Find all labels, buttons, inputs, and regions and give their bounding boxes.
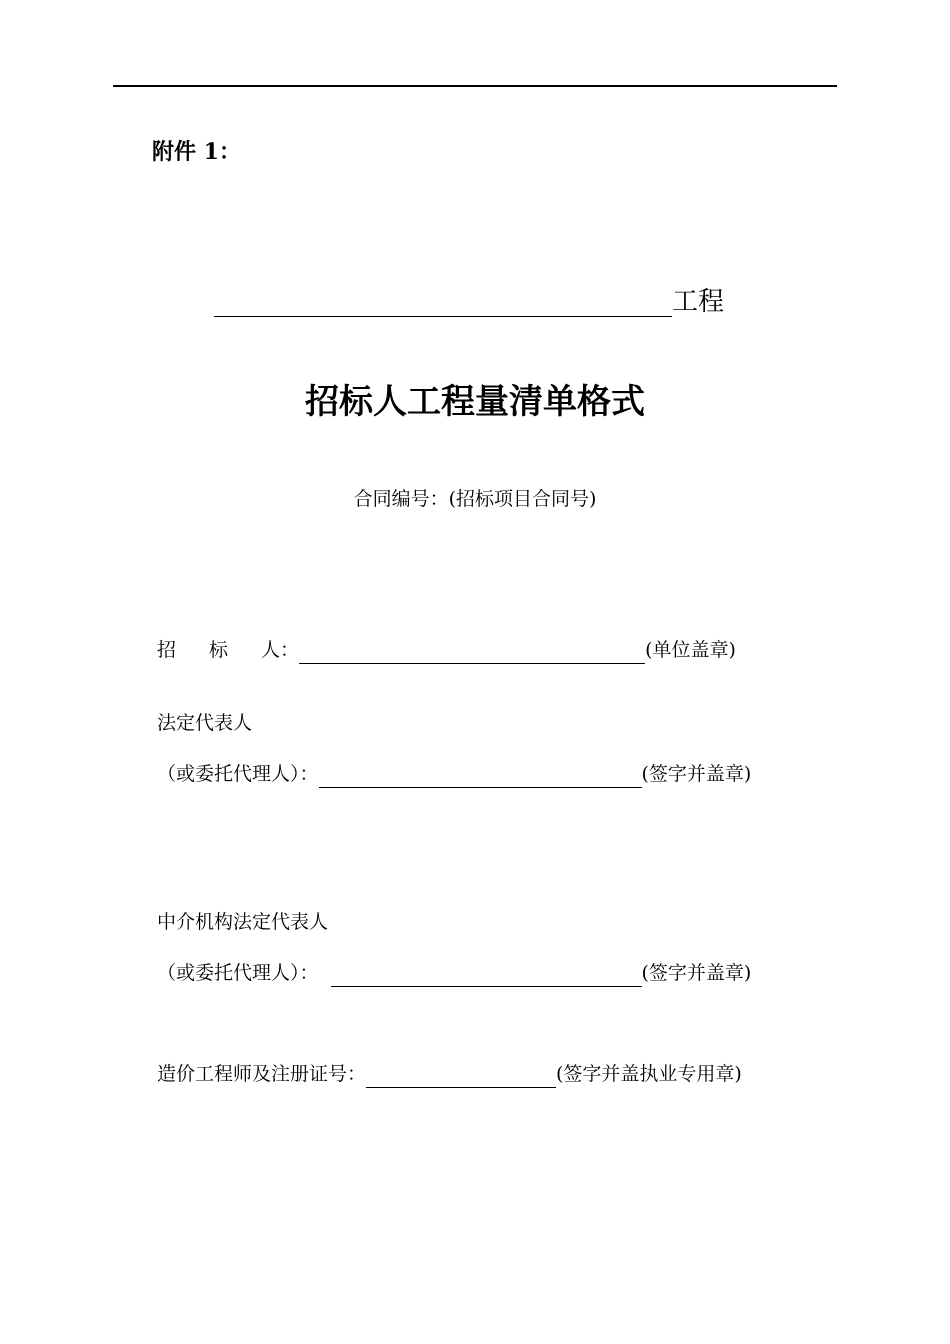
contract-number: 合同编号：(招标项目合同号) [353,488,597,510]
legal-rep-proxy-label: （或委托代理人）： [157,763,319,785]
project-name-blank[interactable] [214,286,672,317]
legal-rep-blank[interactable] [319,763,642,788]
cost-engineer-note: (签字并盖执业专用章) [556,1063,742,1085]
cost-engineer-row [157,1058,742,1088]
tenderer-label: 招标人 [157,639,281,661]
agency-rep-label: 中介机构法定代表人 [157,911,329,933]
tenderer-blank[interactable] [299,639,645,664]
document-title: 招标人工程量清单格式 [305,382,645,422]
agency-rep-blank[interactable] [331,962,642,987]
agency-rep-proxy-label: （或委托代理人）： [157,962,319,984]
top-rule [113,85,837,87]
agency-rep-note: (签字并盖章) [641,962,752,984]
tenderer-colon: ： [280,639,300,661]
tenderer-row [157,634,736,664]
agency-rep-row [157,957,751,987]
cost-engineer-blank[interactable] [366,1063,556,1088]
project-name-line [214,283,724,317]
tenderer-note: (单位盖章) [645,639,736,661]
project-suffix: 工程 [672,287,725,317]
legal-rep-label: 法定代表人 [157,712,253,734]
legal-rep-note: (签字并盖章) [641,763,752,785]
legal-rep-row [157,758,751,788]
cost-engineer-label: 造价工程师及注册证号： [157,1063,367,1085]
attachment-label: 附件 1： [152,139,241,165]
